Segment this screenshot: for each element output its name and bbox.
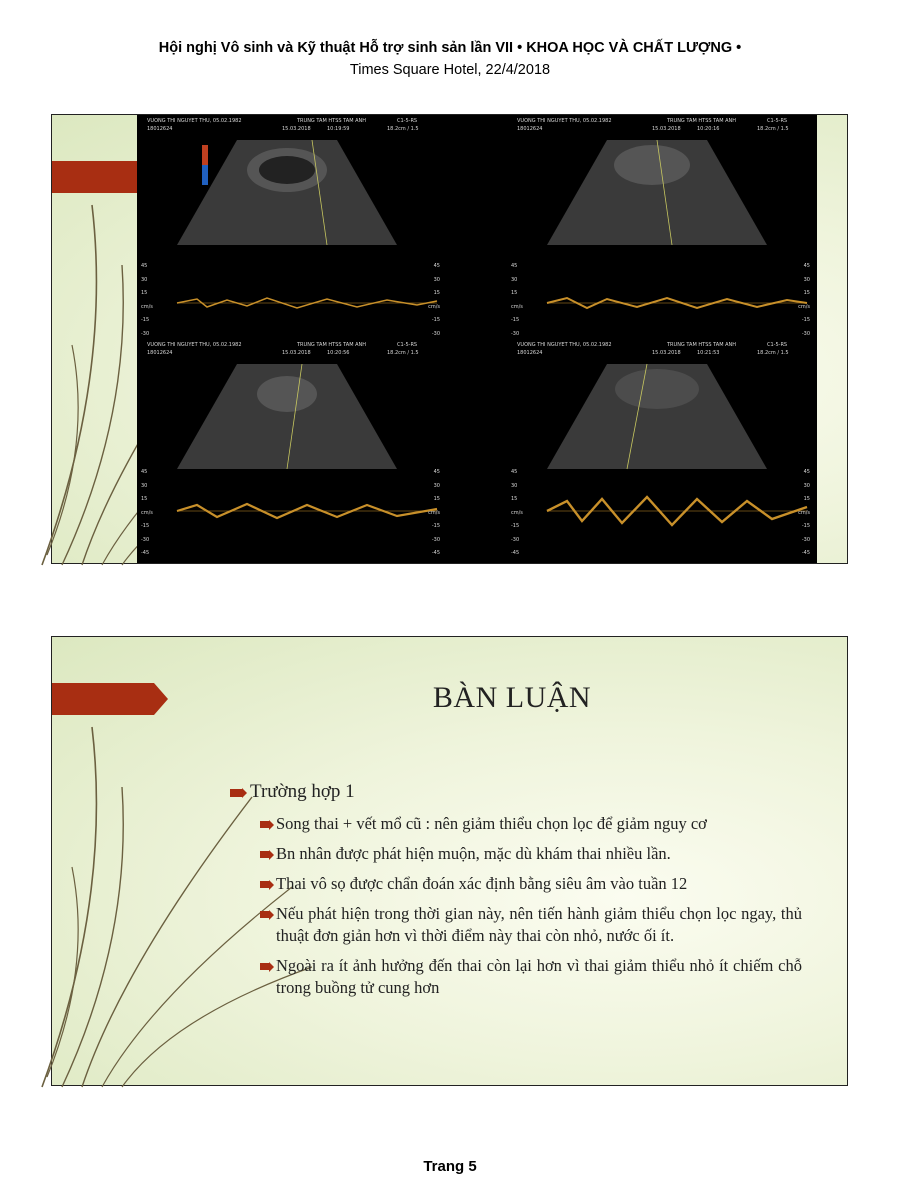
bullet-item: Bn nhân được phát hiện muộn, mặc dù khám thai nhiều lần. [276, 844, 671, 863]
doppler-scale-label: 15 [433, 290, 440, 296]
doppler-scale-label: 15 [803, 496, 810, 502]
doppler-scale-label: 45 [511, 469, 518, 475]
doppler-scale-label: cm/s [428, 509, 440, 516]
doppler-scale-label: cm/s [798, 303, 810, 310]
doppler-scale-label: -30 [511, 536, 520, 543]
doppler-scale-label: 15 [511, 290, 518, 296]
ultrasound-id-2: 18012624 [517, 126, 543, 132]
doppler-scale-label: -45 [141, 550, 150, 556]
doppler-scale-label: -15 [801, 523, 810, 529]
ultrasound-patient-1: VUONG THI NGUYET THU, 05.02.1982 [147, 118, 242, 124]
bullet-arrow-icon [260, 911, 269, 918]
doppler-scale-label: 45 [433, 263, 440, 269]
ultrasound-grid [137, 115, 817, 563]
doppler-scale-label: 45 [511, 263, 518, 269]
doppler-scale-label: 15 [433, 496, 440, 502]
doppler-scale-label: 15 [803, 290, 810, 296]
conference-venue-date: Times Square Hotel, 22/4/2018 [349, 62, 551, 78]
doppler-scale-label: cm/s [428, 303, 440, 310]
doppler-scale-label: -15 [511, 523, 520, 529]
doppler-scale-label: -30 [801, 330, 810, 337]
ultrasound-id-3: 18012624 [147, 350, 173, 356]
doppler-scale-label: cm/s [798, 509, 810, 516]
doppler-scale-label: -15 [431, 317, 440, 323]
ultrasound-probe-2: C1-5-RS [767, 118, 788, 124]
doppler-scale-label: -45 [511, 550, 520, 556]
ultrasound-panel-3 [137, 339, 444, 563]
bullet-item: Nếu phát hiện trong thời gian này, nên tiến hành giảm thiểu chọn lọc ngay, thủ thuật đơn giản hơn vì thời điểm này thai còn nhỏ, nước ối ít. [276, 904, 802, 945]
slide-discussion [51, 636, 848, 1086]
doppler-scale-label: -30 [801, 536, 810, 543]
doppler-scale-label: 45 [433, 469, 440, 475]
bullet-arrow-icon [260, 821, 269, 828]
ultrasound-date-3: 15.03.2018 [282, 350, 311, 356]
ultrasound-time-1: 10:19:59 [327, 126, 350, 132]
level1-heading: Trường hợp 1 [250, 781, 355, 802]
doppler-scale-label: 15 [511, 496, 518, 502]
ultrasound-panel-4 [507, 339, 814, 563]
doppler-scale-label: -30 [141, 536, 150, 543]
doppler-scale-label: 30 [433, 482, 440, 489]
doppler-scale-label: 30 [141, 276, 148, 283]
ultrasound-id-4: 18012624 [517, 350, 543, 356]
ultrasound-id-1: 18012624 [147, 126, 173, 132]
slide-ultrasound-images [51, 114, 848, 564]
doppler-scale-label: 45 [141, 263, 148, 269]
ultrasound-probe-1: C1-5-RS [397, 118, 418, 124]
ultrasound-date-4: 15.03.2018 [652, 350, 681, 356]
ultrasound-scale-2: 18.2cm / 1.5 [757, 126, 789, 132]
doppler-scale-label: 45 [803, 469, 810, 475]
bullet-arrow-icon [260, 881, 269, 888]
ultrasound-scale-4: 18.2cm / 1.5 [757, 350, 789, 356]
bullet-arrow-icon [230, 789, 242, 797]
doppler-scale-label: -30 [141, 330, 150, 337]
bullet-arrow-icon [260, 963, 269, 970]
doppler-scale-label: -45 [801, 550, 810, 556]
doppler-scale-label: 30 [141, 482, 148, 489]
doppler-scale-label: 30 [803, 276, 810, 283]
doppler-scale-label: -15 [511, 317, 520, 323]
doppler-scale-label: -15 [431, 523, 440, 529]
ultrasound-date-2: 15.03.2018 [652, 126, 681, 132]
doppler-scale-label: 30 [511, 276, 518, 283]
ultrasound-patient-4: VUONG THI NGUYET THU, 05.02.1982 [517, 342, 612, 348]
ultrasound-time-3: 10:20:56 [327, 350, 350, 356]
bullet-item: Thai vô sọ được chẩn đoán xác định bằng siêu âm vào tuần 12 [276, 874, 688, 893]
doppler-scale-label: -15 [801, 317, 810, 323]
page-number: Trang 5 [423, 1158, 477, 1175]
bullet-arrow-icon [260, 851, 269, 858]
doppler-scale-label: 45 [141, 469, 148, 475]
doppler-scale-label: 15 [141, 290, 148, 296]
ultrasound-probe-4: C1-5-RS [767, 342, 788, 348]
doppler-scale-label: -15 [141, 317, 150, 323]
doppler-scale-label: -30 [511, 330, 520, 337]
ultrasound-center-1: TRUNG TAM HTSS TAM ANH [297, 118, 367, 124]
ultrasound-scale-1: 18.2cm / 1.5 [387, 126, 419, 132]
slide-accent-tab [52, 683, 154, 715]
ultrasound-scale-3: 18.2cm / 1.5 [387, 350, 419, 356]
doppler-scale-label: cm/s [511, 509, 523, 516]
ultrasound-panel-2 [507, 115, 814, 339]
doppler-scale-label: 30 [433, 276, 440, 283]
ultrasound-date-1: 15.03.2018 [282, 126, 311, 132]
slide-title: BÀN LUẬN [432, 681, 592, 714]
conference-header: Hội nghị Vô sinh và Kỹ thuật Hỗ trợ sinh sản lần VII • KHOA HỌC VÀ CHẤT LƯỢNG • [158, 40, 742, 56]
ultrasound-probe-3: C1-5-RS [397, 342, 418, 348]
doppler-scale-label: cm/s [141, 303, 153, 310]
doppler-scale-label: cm/s [511, 303, 523, 310]
doppler-scale-label: -15 [141, 523, 150, 529]
ultrasound-time-2: 10:20:16 [697, 126, 720, 132]
ultrasound-panel-1 [137, 115, 444, 339]
bullet-item: Ngoài ra ít ảnh hưởng đến thai còn lại hơn vì thai giảm thiểu nhỏ ít chiếm chỗ trong buồng tử cung hơn [276, 956, 802, 997]
doppler-scale-label: 15 [141, 496, 148, 502]
bullet-item: Song thai + vết mổ cũ : nên giảm thiểu chọn lọc để giảm nguy cơ [276, 814, 707, 833]
ultrasound-center-4: TRUNG TAM HTSS TAM ANH [667, 342, 737, 348]
doppler-scale-label: -30 [431, 330, 440, 337]
doppler-scale-label: 45 [803, 263, 810, 269]
doppler-scale-label: -45 [431, 550, 440, 556]
ultrasound-time-4: 10:21:53 [697, 350, 720, 356]
ultrasound-patient-2: VUONG THI NGUYET THU, 05.02.1982 [517, 118, 612, 124]
ultrasound-center-2: TRUNG TAM HTSS TAM ANH [667, 118, 737, 124]
doppler-scale-label: -30 [431, 536, 440, 543]
doppler-scale-label: 30 [511, 482, 518, 489]
doppler-scale-label: cm/s [141, 509, 153, 516]
doppler-scale-label: 30 [803, 482, 810, 489]
ultrasound-patient-3: VUONG THI NGUYET THU, 05.02.1982 [147, 342, 242, 348]
ultrasound-center-3: TRUNG TAM HTSS TAM ANH [297, 342, 367, 348]
